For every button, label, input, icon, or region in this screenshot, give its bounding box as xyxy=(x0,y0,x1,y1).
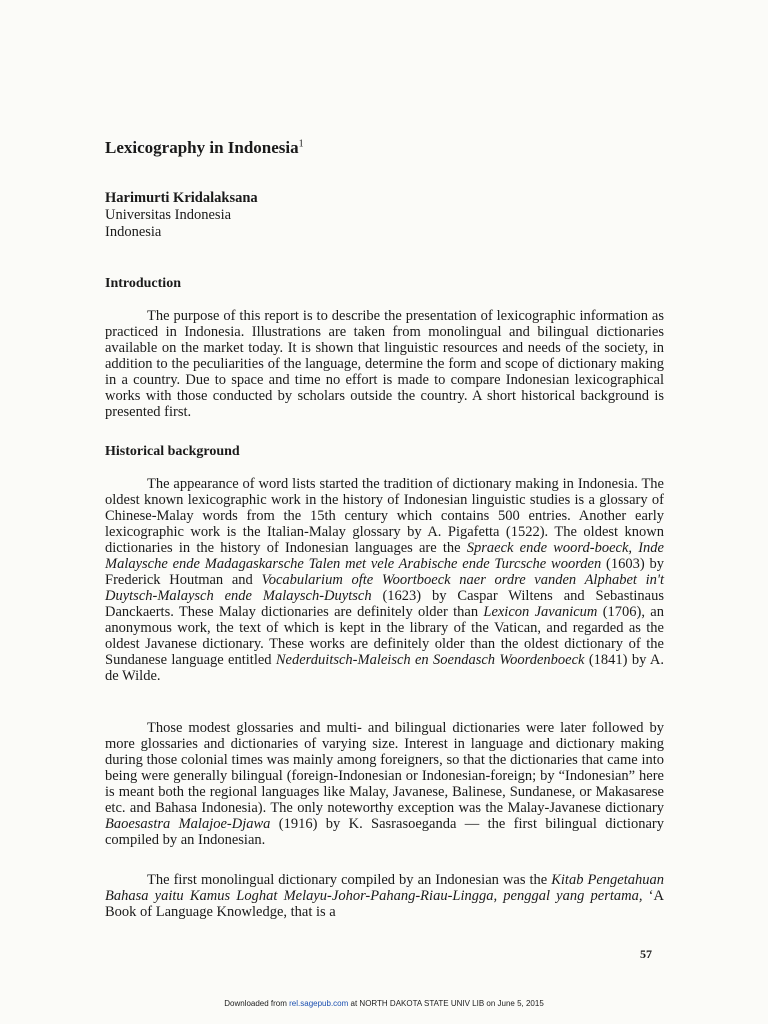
section-heading-introduction: Introduction xyxy=(105,276,181,291)
paragraph-introduction: The purpose of this report is to describe the presentation of lexicographic information as practiced in Indonesia. Illustrations are taken from monolingual and bilingual dictionaries available on the market today. It is shown that linguistic resources and needs of the society, in addition to the peculiarities of the language, determine the form and scope of dictionary making in a country. Due to space and time no effort is made to compare Indonesian lexicographical works with those conducted by scholars outside the country. A short historical background is presented first. xyxy=(105,308,664,420)
paragraph-historical-2: Those modest glossaries and multi- and bilingual dictionaries were later followed by more glossaries and dictionaries of varying size. Interest in language and dictionary making during those colonial times was mainly among foreigners, so that the dictionaries that came into being were generally bilingual (foreign-Indonesian or Indonesian-foreign; by “Indonesian” here is meant both the regional languages like Malay, Javanese, Balinese, Sundanese, or Makasarese etc. and Bahasa Indonesia). The only noteworthy exception was the Malay-Javanese dictionary Baoesastra Malajoe-Djawa (1916) by K. Sasrasoeganda — the first bilingual dictionary compiled by an Indonesian. xyxy=(105,720,664,848)
author-block xyxy=(105,190,258,241)
page-number: 57 xyxy=(640,947,652,961)
paragraph-historical-1: The appearance of word lists started the tradition of dictionary making in Indonesia. The oldest known lexicographic work in the history of Indonesian linguistic studies is a glossary of Chinese-Malay words from the 15th century which contains 500 entries. Another early lexicographic work is the Italian-Malay glossary by A. Pigafetta (1522). The oldest known dictionaries in the history of Indonesian languages are the Spraeck ende woord-boeck, Inde Malaysche ende Madagaskarsche Talen met vele Arabische ende Turcsche woorden (1603) by Frederick Houtman and Vocabularium ofte Woortboeck naer ordre vanden Alphabet in't Duytsch-Malaysch ende Malaysch-Duytsch (1623) by Caspar Wiltens and Sebastinaus Danckaerts. These Malay dictionaries are definitely older than Lexicon Javanicum (1706), an anonymous work, the text of which is kept in the library of the Vatican, and regarded as the oldest Javanese dictionary. These works are definitely older than the oldest dictionary of the Sundanese language entitled Nederduitsch-Maleisch en Soendasch Woordenboeck (1841) by A. de Wilde. xyxy=(105,476,664,684)
section-heading-historical: Historical background xyxy=(105,444,240,459)
paragraph-historical-3: The first monolingual dictionary compiled by an Indonesian was the Kitab Pengetahuan Bahasa yaitu Kamus Loghat Melayu-Johor-Pahang-Riau-Lingga, penggal yang pertama, ‘A Book of Language Knowledge, that is a xyxy=(105,872,664,920)
footer-link[interactable]: rel.sagepub.com xyxy=(289,999,349,1008)
download-footer: Downloaded from rel.sagepub.com at NORTH DAKOTA STATE UNIV LIB on June 5, 2015 xyxy=(224,999,544,1008)
title-footnote-marker: 1 xyxy=(298,138,304,150)
author-affiliation: Universitas Indonesia xyxy=(105,207,232,223)
article-title: Lexicography in Indonesia$^1$ xyxy=(105,138,304,157)
author-country: Indonesia xyxy=(105,224,162,240)
author-name: Harimurti Kridalaksana xyxy=(105,190,258,206)
